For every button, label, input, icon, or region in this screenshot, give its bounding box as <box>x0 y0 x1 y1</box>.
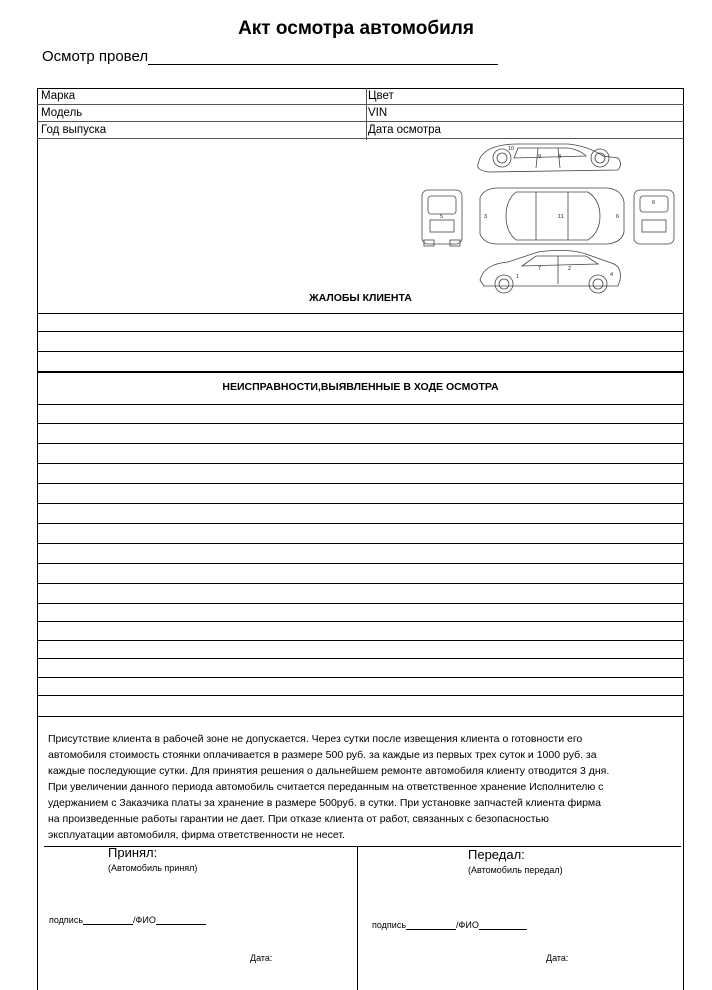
defect-line-6[interactable] <box>37 503 684 504</box>
car-rear-view <box>634 190 674 244</box>
zone-5-front-label: 5 <box>440 214 444 220</box>
received-sign-label: подпись <box>49 915 84 925</box>
model-label: Модель <box>41 107 83 119</box>
received-subtitle: (Автомобиль принял) <box>108 863 198 873</box>
defect-line-12[interactable] <box>37 621 684 622</box>
handed-heading: Передал: <box>468 847 525 862</box>
inspector-field <box>42 48 498 65</box>
year-label: Год выпуска <box>41 124 107 136</box>
zone-8-label: 8 <box>558 154 562 160</box>
car-damage-diagram <box>418 140 680 295</box>
notice-line: автомобиля стоимость стоянки оплачивается в размере 500 руб. за каждые из первых трех суток и 1000 руб. за <box>48 749 597 761</box>
inspector-label: Осмотр провел <box>42 48 149 65</box>
received-fio-line[interactable] <box>156 915 206 925</box>
notice-line: эксплуатации автомобиля, фирма ответственности не несет. <box>48 829 345 841</box>
handed-sign-label: подпись <box>372 920 407 930</box>
complaint-line-1[interactable] <box>37 313 684 314</box>
zone-2-label: 2 <box>568 266 572 272</box>
signature-divider <box>357 846 358 990</box>
vin-label: VIN <box>368 107 388 119</box>
car-side-view-top <box>478 144 621 172</box>
received-sign-line[interactable] <box>83 915 133 925</box>
notice-line: удержанием с Заказчика платы за хранение в размере 500руб. в сутки. При установке запчастей клиента фирма <box>48 797 601 809</box>
received-signature-field[interactable] <box>49 915 206 925</box>
document-title: Акт осмотра автомобиля <box>238 18 474 39</box>
defects-end-line <box>37 716 684 717</box>
car-top-view <box>480 188 624 244</box>
defect-line-1[interactable] <box>37 404 684 405</box>
zone-11-label: 11 <box>558 214 564 220</box>
received-heading: Принял: <box>108 845 158 860</box>
zone-9-label: 9 <box>538 154 542 160</box>
zone-10-label: 10 <box>508 146 515 152</box>
zone-7-label: 7 <box>538 266 542 272</box>
notice-line: каждые последующие сутки. Для принятия решения о дальнейшем ремонте автомобиля клиенту отводится 3 дня. <box>48 765 610 777</box>
handed-date-label: Дата: <box>546 953 569 963</box>
defect-line-13[interactable] <box>37 640 684 641</box>
zone-4-label: 4 <box>610 272 614 278</box>
notice-line: Присутствие клиента в рабочей зоне не допускается. Через сутки после извещения клиента о готовности его <box>48 733 583 745</box>
defect-line-11[interactable] <box>37 603 684 604</box>
defect-line-15[interactable] <box>37 677 684 678</box>
handed-fio-line[interactable] <box>479 920 527 930</box>
zone-3-top-label: 3 <box>484 214 488 220</box>
color-label: Цвет <box>368 90 394 102</box>
defect-line-5[interactable] <box>37 483 684 484</box>
defect-line-10[interactable] <box>37 583 684 584</box>
complaint-line-2[interactable] <box>37 331 684 332</box>
defect-line-2[interactable] <box>37 423 684 424</box>
car-side-view-bottom <box>480 250 620 293</box>
handed-signature-field[interactable] <box>372 920 527 930</box>
defect-line-7[interactable] <box>37 523 684 524</box>
vehicle-row-1 <box>37 88 684 105</box>
received-fio-label: /ФИО <box>133 915 156 925</box>
zone-6-rear-label: 6 <box>652 200 656 206</box>
handed-sign-line[interactable] <box>406 920 456 930</box>
defect-line-9[interactable] <box>37 563 684 564</box>
defect-line-3[interactable] <box>37 443 684 444</box>
received-top-line <box>44 846 357 847</box>
received-date-label: Дата: <box>250 953 273 963</box>
vehicle-row-3 <box>37 122 684 139</box>
make-label: Марка <box>41 90 76 102</box>
handed-fio-label: /ФИО <box>456 920 479 930</box>
zone-6-top-label: 6 <box>616 214 620 220</box>
complaints-end-line <box>37 371 684 373</box>
table-divider <box>366 88 367 140</box>
inspection-date-label: Дата осмотра <box>368 124 441 136</box>
defect-line-14[interactable] <box>37 658 684 659</box>
zone-1-label: 1 <box>516 274 520 280</box>
complaints-title: ЖАЛОБЫ КЛИЕНТА <box>309 292 412 304</box>
notice-line: на произведенные работы гарантии не дает. При отказе клиента от работ, связанных с безопасностью <box>48 813 549 825</box>
defects-title: НЕИСПРАВНОСТИ,ВЫЯВЛЕННЫЕ В ХОДЕ ОСМОТРА <box>222 381 499 393</box>
inspector-input-line[interactable] <box>148 50 498 65</box>
notice-line: При увеличении данного периода автомобиль считается переданным на ответственное хранение Исполнителю с <box>48 781 604 793</box>
complaint-line-3[interactable] <box>37 351 684 352</box>
vehicle-row-2 <box>37 105 684 122</box>
defect-line-8[interactable] <box>37 543 684 544</box>
terms-notice <box>48 731 673 843</box>
defect-line-16[interactable] <box>37 695 684 696</box>
defect-line-4[interactable] <box>37 463 684 464</box>
handed-subtitle: (Автомобиль передал) <box>468 865 563 875</box>
